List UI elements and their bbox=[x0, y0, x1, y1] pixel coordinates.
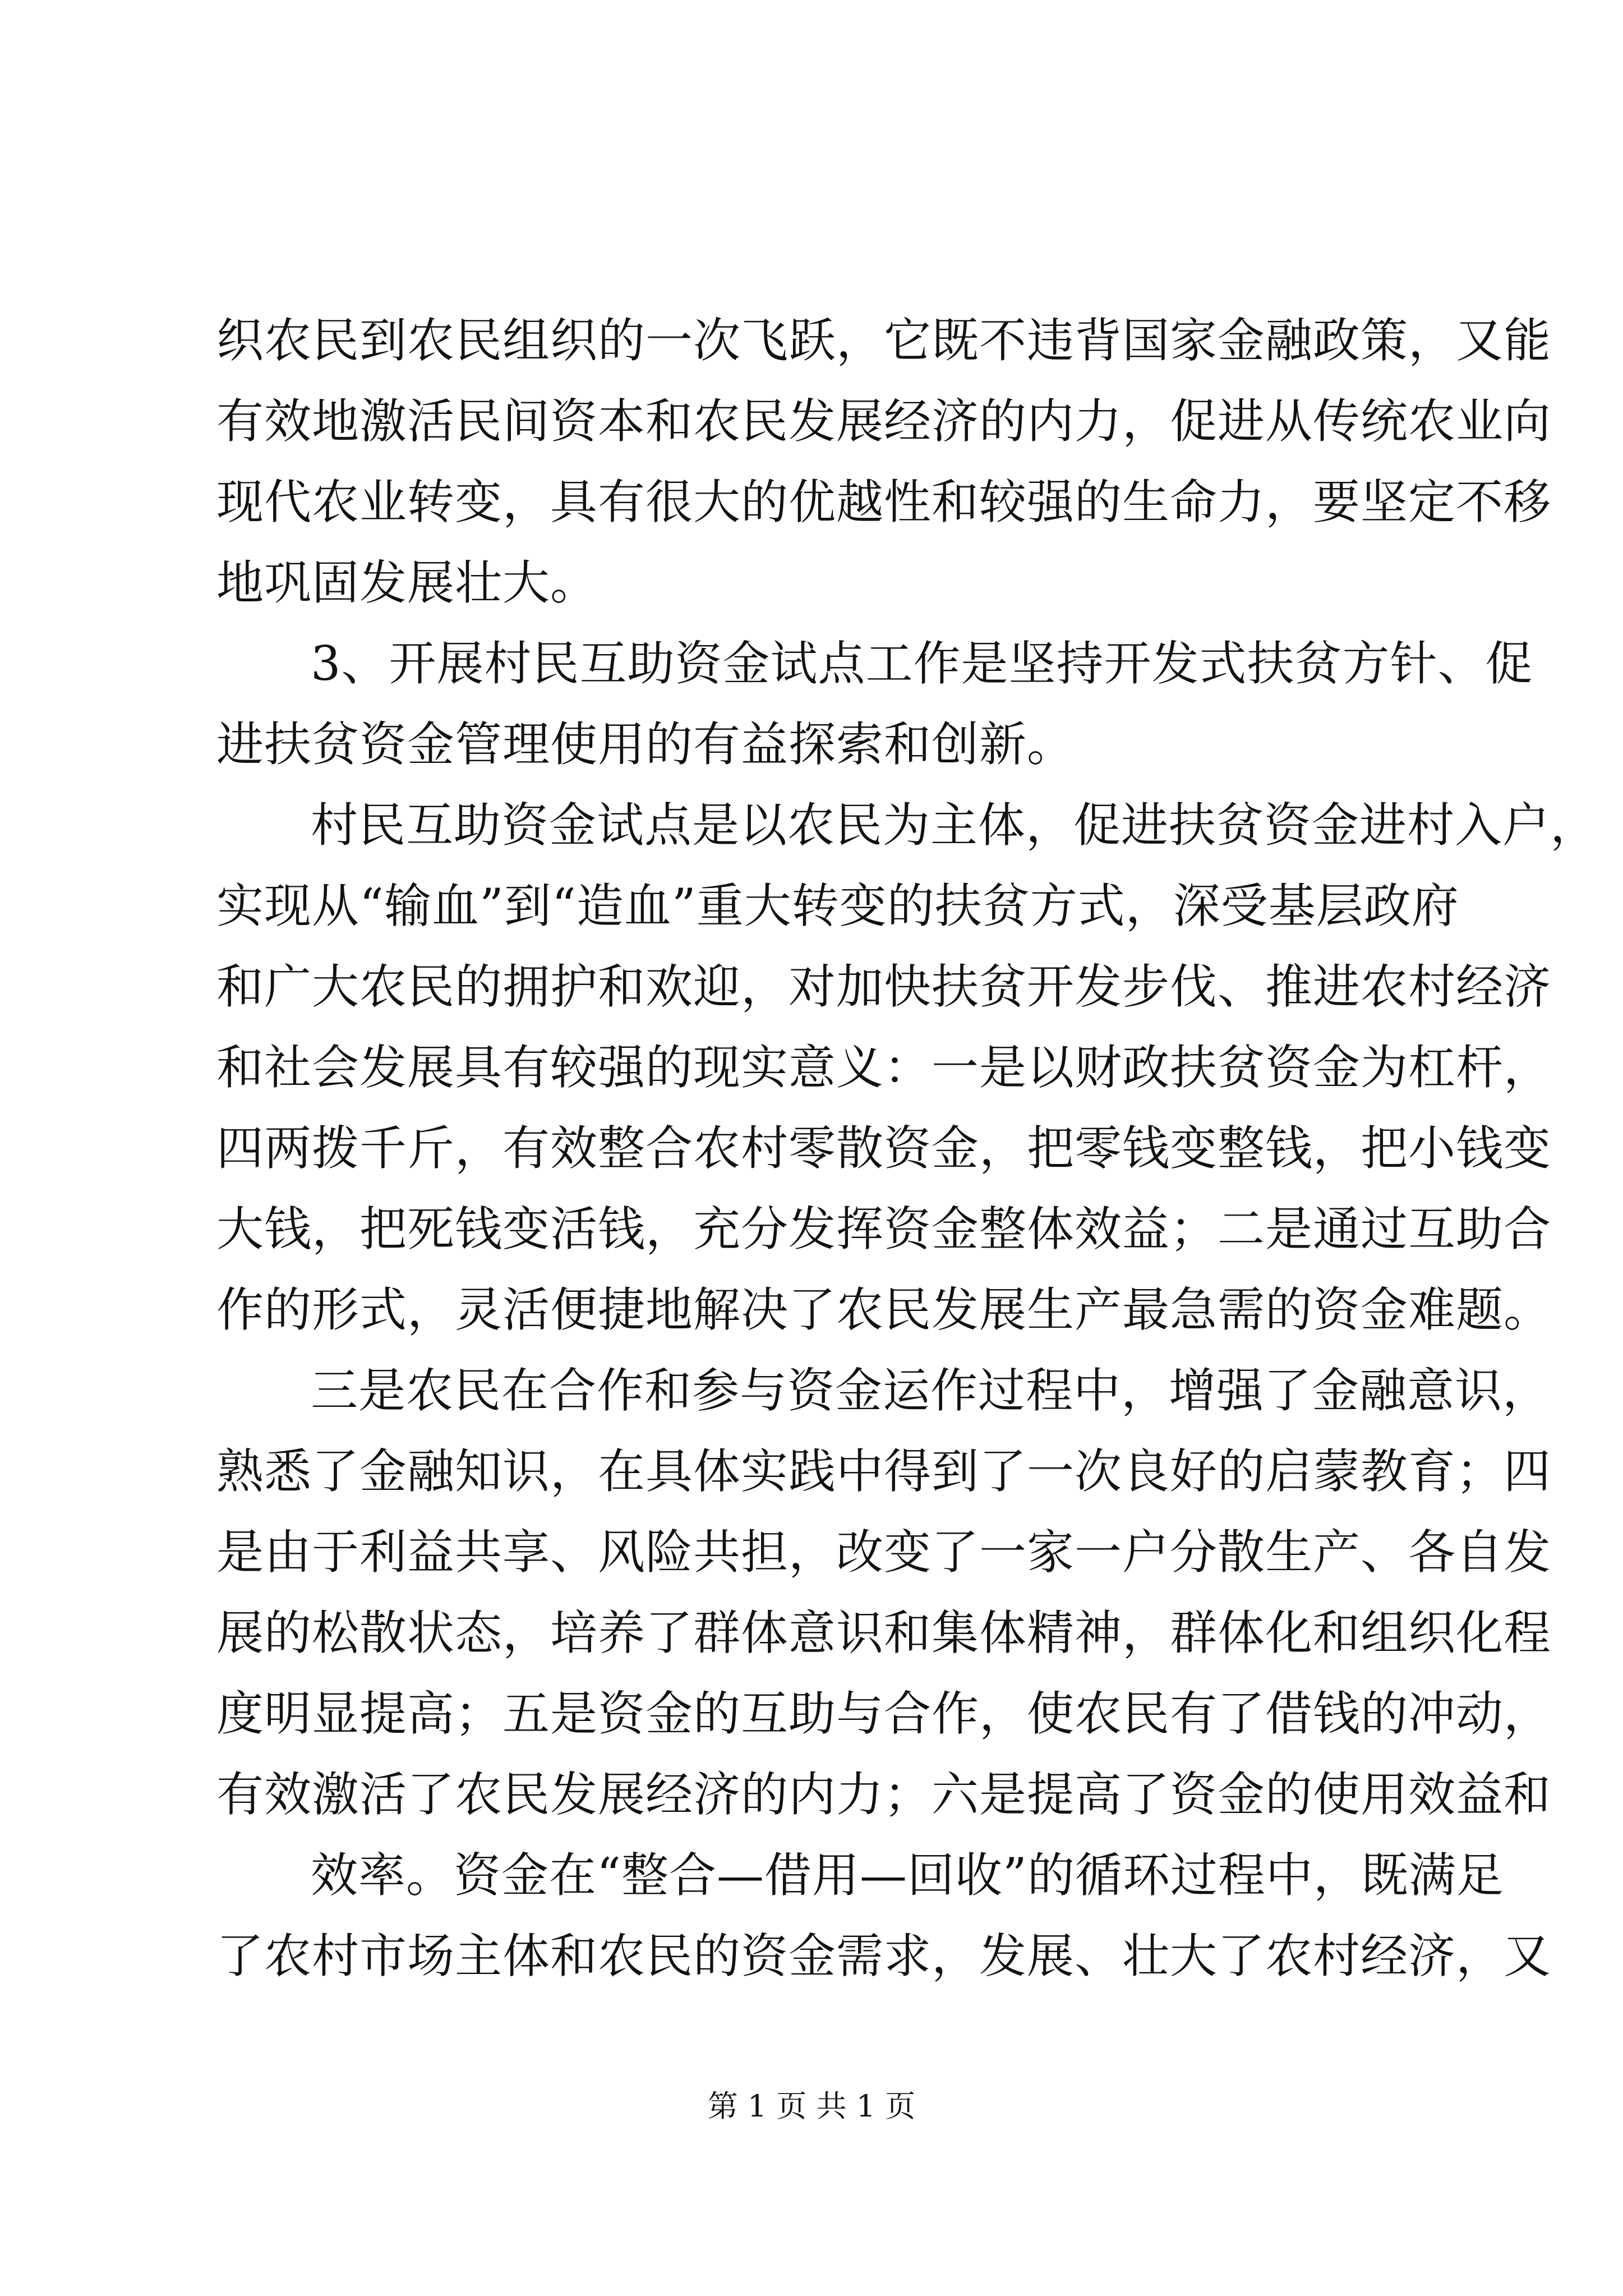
text-line: 和社会发展具有较强的现实意义：一是以财政扶贫资金为杠杆， bbox=[216, 1040, 1552, 1095]
text-line: 现代农业转变，具有很大的优越性和较强的生命力，要坚定不移 bbox=[216, 475, 1552, 530]
page-footer: 第 1 页 共 1 页 bbox=[707, 2088, 916, 2124]
text-line: 熟悉了金融知识，在具体实践中得到了一次良好的启蒙教育；四 bbox=[216, 1444, 1552, 1499]
text-line: 效率。资金在“整合—借用—回收”的循环过程中，既满足 bbox=[311, 1848, 1504, 1903]
text-line: 展的松散状态，培养了群体意识和集体精神，群体化和组织化程 bbox=[216, 1605, 1552, 1660]
text-line: 大钱，把死钱变活钱，充分发挥资金整体效益；二是通过互助合 bbox=[216, 1202, 1552, 1257]
text-line: 实现从“输血”到“造血”重大转变的扶贫方式，深受基层政府 bbox=[216, 878, 1459, 933]
text-line: 和广大农民的拥护和欢迎，对加快扶贫开发步伐、推进农村经济 bbox=[216, 959, 1552, 1014]
text-line: 三是农民在合作和参与资金运作过程中，增强了金融意识， bbox=[311, 1363, 1551, 1418]
text-line: 有效地激活民间资本和农民发展经济的内力，促进从传统农业向 bbox=[216, 394, 1552, 449]
text-line: 织农民到农民组织的一次飞跃，它既不违背国家金融政策，又能 bbox=[216, 313, 1552, 368]
document-body bbox=[216, 300, 1598, 1996]
text-line: 作的形式，灵活便捷地解决了农民发展生产最急需的资金难题。 bbox=[216, 1282, 1552, 1337]
text-line: 度明显提高；五是资金的互助与合作，使农民有了借钱的冲动， bbox=[216, 1686, 1552, 1741]
text-line: 是由于利益共享、风险共担，改变了一家一户分散生产、各自发 bbox=[216, 1525, 1552, 1580]
text-line: 了农村市场主体和农民的资金需求，发展、壮大了农村经济，又 bbox=[216, 1929, 1552, 1984]
text-line: 3、开展村民互助资金试点工作是坚持开发式扶贫方针、促 bbox=[311, 636, 1533, 691]
text-line: 有效激活了农民发展经济的内力；六是提高了资金的使用效益和 bbox=[216, 1767, 1552, 1822]
text-line: 村民互助资金试点是以农民为主体，促进扶贫资金进村入户， bbox=[311, 798, 1598, 853]
text-line: 地巩固发展壮大。 bbox=[216, 555, 598, 610]
text-line: 进扶贫资金管理使用的有益探索和创新。 bbox=[216, 717, 1075, 772]
text-line: 四两拨千斤，有效整合农村零散资金，把零钱变整钱，把小钱变 bbox=[216, 1121, 1552, 1176]
